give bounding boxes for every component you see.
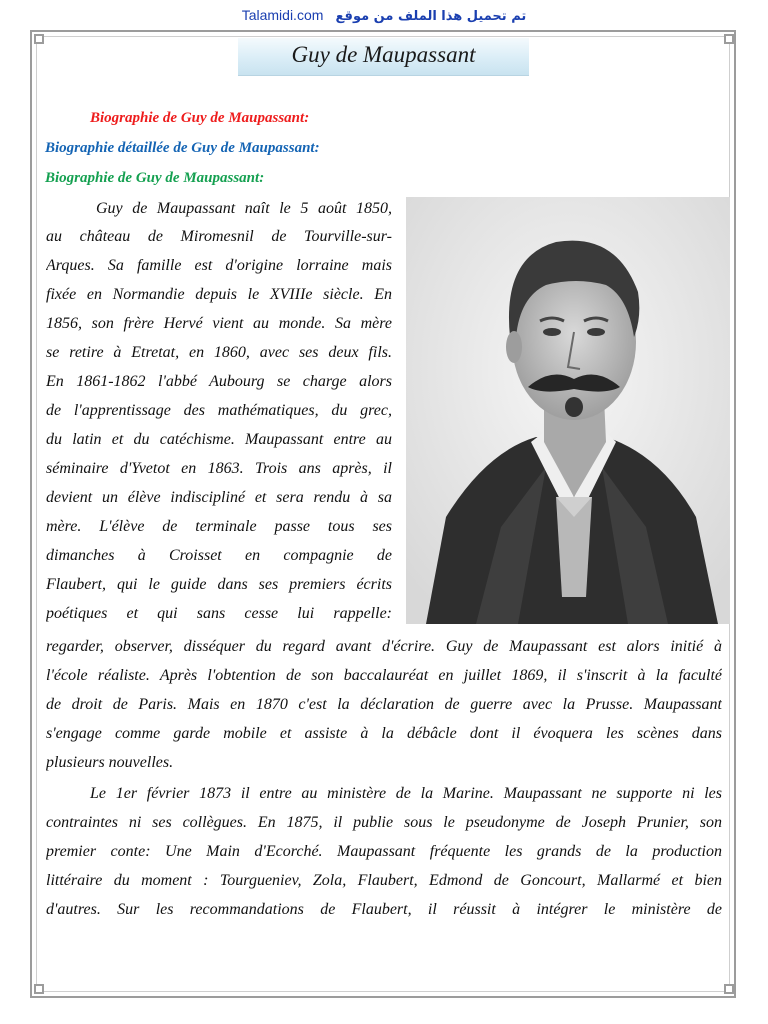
text-line: 1856, son frère Hervé vient au monde. Sa mère (46, 315, 392, 332)
text-line: poétiques et qui sans cesse lui rappelle: (46, 605, 392, 622)
heading-biography: Biographie de Guy de Maupassant: (90, 110, 310, 126)
download-notice: تم تحميل هذا الملف من موقع (335, 9, 527, 24)
text-line: mère. L'élève de terminale passe tous ses (46, 518, 392, 535)
text-line: de l'apprentissage des mathématiques, du grec, (46, 402, 392, 419)
portrait-illustration (406, 197, 730, 624)
text-line: devient un élève indiscipliné et sera rendu à sa (46, 489, 392, 506)
text-line: fixée en Normandie depuis le XVIIIe siècle. En (46, 286, 392, 303)
text-line: du latin et du catéchisme. Maupassant entre au (46, 431, 392, 448)
text-line: Guy de Maupassant naît le 5 août 1850, (96, 200, 392, 217)
text-line: l'école réaliste. Après l'obtention de son baccalauréat en juillet 1869, il s'inscrit à la faculté (46, 667, 722, 684)
text-line: séminaire d'Yvetot en 1863. Trois ans après, il (46, 460, 392, 477)
text-line: s'engage comme garde mobile et assiste à la débâcle dont il évoquera les scènes dans (46, 725, 722, 742)
border-corner-ornament (34, 34, 44, 44)
site-domain-link[interactable]: Talamidi.com (241, 7, 324, 23)
text-line: au château de Miromesnil de Tourville-sur- (46, 228, 392, 245)
text-line: dimanches à Croisset en compagnie de (46, 547, 392, 564)
heading-detailed-biography: Biographie détaillée de Guy de Maupassant: (45, 140, 320, 156)
text-line: d'autres. Sur les recommandations de Flaubert, il réussit à intégrer le ministère de (46, 901, 722, 918)
text-line: premier conte: Une Main d'Ecorché. Maupassant fréquente les grands de la production (46, 843, 722, 860)
border-corner-ornament (724, 34, 734, 44)
text-line: de droit de Paris. Mais en 1870 c'est la déclaration de guerre avec la Prusse. Maupassant (46, 696, 722, 713)
text-line: Flaubert, qui le guide dans ses premiers écrits (46, 576, 392, 593)
portrait-photo (406, 197, 730, 624)
text-line: contraintes ni ses collègues. En 1875, il publie sous le pseudonyme de Joseph Prunier, son (46, 814, 722, 831)
text-line: littéraire du moment : Tourgueniev, Zola, Flaubert, Edmond de Goncourt, Mallarmé et bien (46, 872, 722, 889)
text-line: En 1861-1862 l'abbé Aubourg se charge alors (46, 373, 392, 390)
heading-biography-repeat: Biographie de Guy de Maupassant: (45, 170, 265, 186)
page-title: Guy de Maupassant (238, 38, 529, 76)
text-line: Le 1er février 1873 il entre au ministère de la Marine. Maupassant ne supporte ni les (90, 785, 722, 802)
border-corner-ornament (34, 984, 44, 994)
text-line: Arques. Sa famille est d'origine lorraine mais (46, 257, 392, 274)
site-header (0, 5, 768, 25)
border-corner-ornament (724, 984, 734, 994)
text-line: plusieurs nouvelles. (46, 754, 174, 771)
text-line: regarder, observer, disséquer du regard avant d'écrire. Guy de Maupassant est alors initié à (46, 638, 722, 655)
text-line: se retire à Etretat, en 1860, avec ses deux fils. (46, 344, 392, 361)
